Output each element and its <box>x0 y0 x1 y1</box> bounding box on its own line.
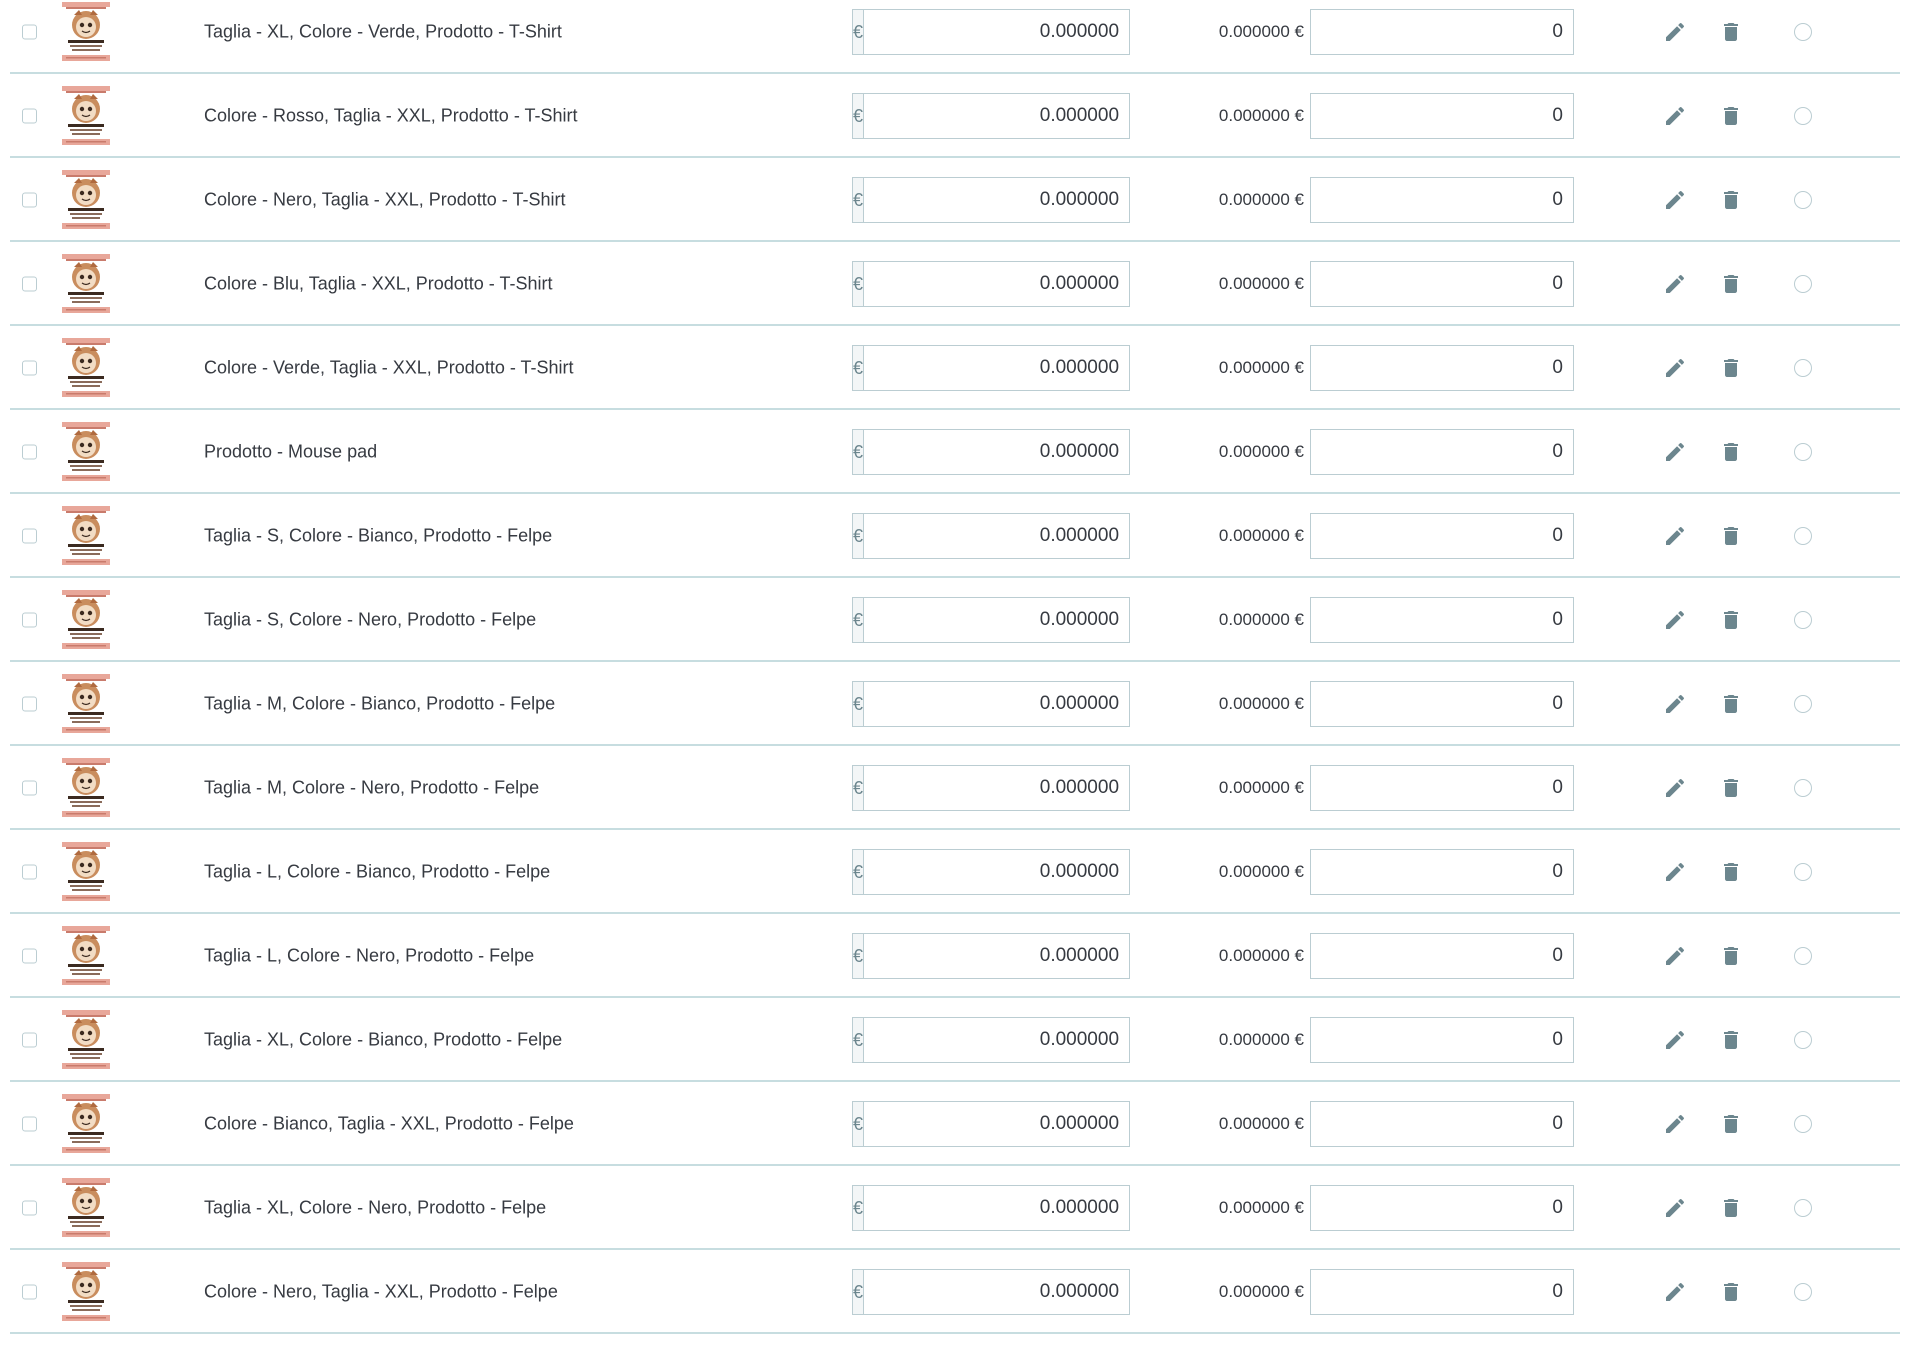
currency-addon: € <box>852 849 863 895</box>
currency-addon: € <box>852 1101 863 1147</box>
table-row <box>10 410 1900 494</box>
impact-price-input[interactable] <box>863 429 1130 475</box>
delete-combination-button[interactable] <box>1719 1028 1743 1052</box>
table-row <box>10 998 1900 1082</box>
combination-name: Taglia - XL, Colore - Verde, Prodotto - T-Shirt <box>204 21 562 42</box>
table-row <box>10 914 1900 998</box>
trash-icon <box>1719 944 1743 968</box>
pencil-icon <box>1663 860 1687 884</box>
product-thumbnail <box>60 757 112 819</box>
impact-price-group <box>852 681 1116 727</box>
edit-combination-button[interactable] <box>1663 1280 1687 1304</box>
default-combination-radio[interactable] <box>1794 611 1812 629</box>
trash-icon <box>1719 188 1743 212</box>
edit-combination-button[interactable] <box>1663 188 1687 212</box>
impact-price-group <box>852 93 1116 139</box>
impact-price-input[interactable] <box>863 597 1130 643</box>
row-checkbox[interactable] <box>22 109 37 124</box>
final-price: 0.000000 € <box>1218 106 1304 125</box>
impact-price-group <box>852 513 1116 559</box>
row-checkbox[interactable] <box>22 445 37 460</box>
final-price: 0.000000 € <box>1218 862 1304 881</box>
pencil-icon <box>1663 272 1687 296</box>
row-checkbox[interactable] <box>22 277 37 292</box>
table-row <box>10 0 1900 74</box>
edit-combination-button[interactable] <box>1663 1196 1687 1220</box>
row-checkbox[interactable] <box>22 1117 37 1132</box>
delete-combination-button[interactable] <box>1719 104 1743 128</box>
table-row <box>10 830 1900 914</box>
trash-icon <box>1719 272 1743 296</box>
row-checkbox[interactable] <box>22 529 37 544</box>
row-checkbox[interactable] <box>22 781 37 796</box>
delete-combination-button[interactable] <box>1719 356 1743 380</box>
product-thumbnail <box>60 169 112 231</box>
pencil-icon <box>1663 188 1687 212</box>
pencil-icon <box>1663 356 1687 380</box>
default-combination-radio[interactable] <box>1794 107 1812 125</box>
final-price: 0.000000 € <box>1218 274 1304 293</box>
quantity-input[interactable] <box>1310 9 1574 55</box>
trash-icon <box>1719 440 1743 464</box>
row-checkbox[interactable] <box>22 1033 37 1048</box>
quantity-input[interactable] <box>1310 345 1574 391</box>
impact-price-group <box>852 1185 1116 1231</box>
edit-combination-button[interactable] <box>1663 440 1687 464</box>
edit-combination-button[interactable] <box>1663 20 1687 44</box>
delete-combination-button[interactable] <box>1719 776 1743 800</box>
delete-combination-button[interactable] <box>1719 1196 1743 1220</box>
impact-price-input[interactable] <box>863 1101 1130 1147</box>
final-price: 0.000000 € <box>1218 190 1304 209</box>
quantity-input[interactable] <box>1310 261 1574 307</box>
final-price: 0.000000 € <box>1218 694 1304 713</box>
currency-addon: € <box>852 597 863 643</box>
impact-price-input[interactable] <box>863 681 1130 727</box>
delete-combination-button[interactable] <box>1719 524 1743 548</box>
impact-price-group <box>852 177 1116 223</box>
row-checkbox[interactable] <box>22 193 37 208</box>
default-combination-radio[interactable] <box>1794 359 1812 377</box>
impact-price-group <box>852 849 1116 895</box>
default-combination-radio[interactable] <box>1794 1199 1812 1217</box>
edit-combination-button[interactable] <box>1663 944 1687 968</box>
currency-addon: € <box>852 765 863 811</box>
final-price: 0.000000 € <box>1218 358 1304 377</box>
impact-price-input[interactable] <box>863 9 1130 55</box>
combination-name: Taglia - XL, Colore - Nero, Prodotto - Felpe <box>204 1197 547 1218</box>
edit-combination-button[interactable] <box>1663 524 1687 548</box>
row-checkbox[interactable] <box>22 949 37 964</box>
pencil-icon <box>1663 776 1687 800</box>
delete-combination-button[interactable] <box>1719 1280 1743 1304</box>
quantity-input[interactable] <box>1310 513 1574 559</box>
product-thumbnail <box>60 589 112 651</box>
trash-icon <box>1719 524 1743 548</box>
combination-name: Colore - Nero, Taglia - XXL, Prodotto - Felpe <box>204 1281 558 1302</box>
product-thumbnail <box>60 1177 112 1239</box>
impact-price-group <box>852 597 1116 643</box>
default-combination-radio[interactable] <box>1794 23 1812 41</box>
default-combination-radio[interactable] <box>1794 527 1812 545</box>
quantity-input[interactable] <box>1310 765 1574 811</box>
table-row <box>10 158 1900 242</box>
currency-addon: € <box>852 345 863 391</box>
quantity-input[interactable] <box>1310 1185 1574 1231</box>
quantity-input[interactable] <box>1310 849 1574 895</box>
impact-price-group <box>852 9 1116 55</box>
currency-addon: € <box>852 933 863 979</box>
quantity-input[interactable] <box>1310 681 1574 727</box>
product-thumbnail <box>60 421 112 483</box>
table-row <box>10 1166 1900 1250</box>
product-thumbnail <box>60 841 112 903</box>
currency-addon: € <box>852 261 863 307</box>
row-checkbox[interactable] <box>22 361 37 376</box>
table-row <box>10 242 1900 326</box>
impact-price-input[interactable] <box>863 177 1130 223</box>
edit-combination-button[interactable] <box>1663 860 1687 884</box>
impact-price-group <box>852 1101 1116 1147</box>
currency-addon: € <box>852 1269 863 1315</box>
final-price: 0.000000 € <box>1218 1030 1304 1049</box>
default-combination-radio[interactable] <box>1794 863 1812 881</box>
edit-combination-button[interactable] <box>1663 104 1687 128</box>
combinations-table <box>10 0 1900 1334</box>
impact-price-group <box>852 261 1116 307</box>
currency-addon: € <box>852 1017 863 1063</box>
trash-icon <box>1719 776 1743 800</box>
default-combination-radio[interactable] <box>1794 1031 1812 1049</box>
impact-price-group <box>852 1269 1116 1315</box>
row-checkbox[interactable] <box>22 697 37 712</box>
combination-name: Taglia - L, Colore - Bianco, Prodotto - Felpe <box>204 861 551 882</box>
final-price: 0.000000 € <box>1218 610 1304 629</box>
final-price: 0.000000 € <box>1218 946 1304 965</box>
impact-price-group <box>852 1017 1116 1063</box>
pencil-icon <box>1663 524 1687 548</box>
impact-price-input[interactable] <box>863 849 1130 895</box>
product-thumbnail <box>60 1 112 63</box>
impact-price-input[interactable] <box>863 1269 1130 1315</box>
trash-icon <box>1719 1280 1743 1304</box>
combination-name: Taglia - L, Colore - Nero, Prodotto - Felpe <box>204 945 535 966</box>
impact-price-input[interactable] <box>863 93 1130 139</box>
row-checkbox[interactable] <box>22 1201 37 1216</box>
product-thumbnail <box>60 85 112 147</box>
pencil-icon <box>1663 1112 1687 1136</box>
delete-combination-button[interactable] <box>1719 440 1743 464</box>
product-thumbnail <box>60 253 112 315</box>
quantity-input[interactable] <box>1310 1101 1574 1147</box>
pencil-icon <box>1663 1028 1687 1052</box>
impact-price-input[interactable] <box>863 765 1130 811</box>
trash-icon <box>1719 860 1743 884</box>
product-thumbnail <box>60 505 112 567</box>
quantity-input[interactable] <box>1310 1017 1574 1063</box>
pencil-icon <box>1663 1196 1687 1220</box>
table-row <box>10 494 1900 578</box>
impact-price-input[interactable] <box>863 513 1130 559</box>
edit-combination-button[interactable] <box>1663 692 1687 716</box>
combination-name: Colore - Verde, Taglia - XXL, Prodotto - T-Shirt <box>204 357 574 378</box>
trash-icon <box>1719 356 1743 380</box>
trash-icon <box>1719 1028 1743 1052</box>
quantity-input[interactable] <box>1310 933 1574 979</box>
row-checkbox[interactable] <box>22 613 37 628</box>
combination-name: Colore - Blu, Taglia - XXL, Prodotto - T-Shirt <box>204 273 553 294</box>
trash-icon <box>1719 608 1743 632</box>
combination-name: Colore - Rosso, Taglia - XXL, Prodotto - T-Shirt <box>204 105 578 126</box>
trash-icon <box>1719 20 1743 44</box>
impact-price-group <box>852 345 1116 391</box>
delete-combination-button[interactable] <box>1719 692 1743 716</box>
impact-price-group <box>852 765 1116 811</box>
final-price: 0.000000 € <box>1218 1114 1304 1133</box>
default-combination-radio[interactable] <box>1794 695 1812 713</box>
default-combination-radio[interactable] <box>1794 443 1812 461</box>
impact-price-input[interactable] <box>863 933 1130 979</box>
delete-combination-button[interactable] <box>1719 608 1743 632</box>
final-price: 0.000000 € <box>1218 526 1304 545</box>
edit-combination-button[interactable] <box>1663 356 1687 380</box>
trash-icon <box>1719 692 1743 716</box>
final-price: 0.000000 € <box>1218 22 1304 41</box>
impact-price-input[interactable] <box>863 1185 1130 1231</box>
table-row <box>10 1250 1900 1334</box>
table-row <box>10 662 1900 746</box>
combination-name: Taglia - M, Colore - Bianco, Prodotto - Felpe <box>204 693 556 714</box>
currency-addon: € <box>852 1185 863 1231</box>
impact-price-input[interactable] <box>863 1017 1130 1063</box>
quantity-input[interactable] <box>1310 1269 1574 1315</box>
default-combination-radio[interactable] <box>1794 947 1812 965</box>
pencil-icon <box>1663 1280 1687 1304</box>
final-price: 0.000000 € <box>1218 1198 1304 1217</box>
delete-combination-button[interactable] <box>1719 272 1743 296</box>
trash-icon <box>1719 1112 1743 1136</box>
table-row <box>10 746 1900 830</box>
edit-combination-button[interactable] <box>1663 776 1687 800</box>
row-checkbox[interactable] <box>22 865 37 880</box>
table-row <box>10 1082 1900 1166</box>
product-thumbnail <box>60 1009 112 1071</box>
product-thumbnail <box>60 673 112 735</box>
combination-name: Colore - Nero, Taglia - XXL, Prodotto - T-Shirt <box>204 189 566 210</box>
combination-name: Prodotto - Mouse pad <box>204 441 378 462</box>
delete-combination-button[interactable] <box>1719 1112 1743 1136</box>
combination-name: Taglia - S, Colore - Nero, Prodotto - Felpe <box>204 609 537 630</box>
currency-addon: € <box>852 681 863 727</box>
pencil-icon <box>1663 440 1687 464</box>
final-price: 0.000000 € <box>1218 1282 1304 1301</box>
edit-combination-button[interactable] <box>1663 608 1687 632</box>
delete-combination-button[interactable] <box>1719 188 1743 212</box>
default-combination-radio[interactable] <box>1794 1115 1812 1133</box>
final-price: 0.000000 € <box>1218 442 1304 461</box>
pencil-icon <box>1663 944 1687 968</box>
quantity-input[interactable] <box>1310 429 1574 475</box>
trash-icon <box>1719 104 1743 128</box>
impact-price-input[interactable] <box>863 345 1130 391</box>
pencil-icon <box>1663 692 1687 716</box>
product-thumbnail <box>60 1093 112 1155</box>
table-row <box>10 326 1900 410</box>
edit-combination-button[interactable] <box>1663 1028 1687 1052</box>
product-thumbnail <box>60 925 112 987</box>
product-thumbnail <box>60 1261 112 1323</box>
table-row <box>10 74 1900 158</box>
pencil-icon <box>1663 608 1687 632</box>
combination-name: Taglia - S, Colore - Bianco, Prodotto - Felpe <box>204 525 553 546</box>
quantity-input[interactable] <box>1310 177 1574 223</box>
currency-addon: € <box>852 429 863 475</box>
quantity-input[interactable] <box>1310 93 1574 139</box>
delete-combination-button[interactable] <box>1719 860 1743 884</box>
combination-name: Taglia - XL, Colore - Bianco, Prodotto - Felpe <box>204 1029 563 1050</box>
quantity-input[interactable] <box>1310 597 1574 643</box>
currency-addon: € <box>852 513 863 559</box>
delete-combination-button[interactable] <box>1719 944 1743 968</box>
impact-price-group <box>852 933 1116 979</box>
table-row <box>10 578 1900 662</box>
delete-combination-button[interactable] <box>1719 20 1743 44</box>
default-combination-radio[interactable] <box>1794 1283 1812 1301</box>
default-combination-radio[interactable] <box>1794 275 1812 293</box>
impact-price-input[interactable] <box>863 261 1130 307</box>
default-combination-radio[interactable] <box>1794 191 1812 209</box>
impact-price-group <box>852 429 1116 475</box>
final-price: 0.000000 € <box>1218 778 1304 797</box>
currency-addon: € <box>852 9 863 55</box>
pencil-icon <box>1663 20 1687 44</box>
edit-combination-button[interactable] <box>1663 1112 1687 1136</box>
row-checkbox[interactable] <box>22 25 37 40</box>
edit-combination-button[interactable] <box>1663 272 1687 296</box>
product-thumbnail <box>60 337 112 399</box>
row-checkbox[interactable] <box>22 1285 37 1300</box>
pencil-icon <box>1663 104 1687 128</box>
currency-addon: € <box>852 93 863 139</box>
default-combination-radio[interactable] <box>1794 779 1812 797</box>
combination-name: Taglia - M, Colore - Nero, Prodotto - Felpe <box>204 777 540 798</box>
currency-addon: € <box>852 177 863 223</box>
combination-name: Colore - Bianco, Taglia - XXL, Prodotto - Felpe <box>204 1113 574 1134</box>
trash-icon <box>1719 1196 1743 1220</box>
